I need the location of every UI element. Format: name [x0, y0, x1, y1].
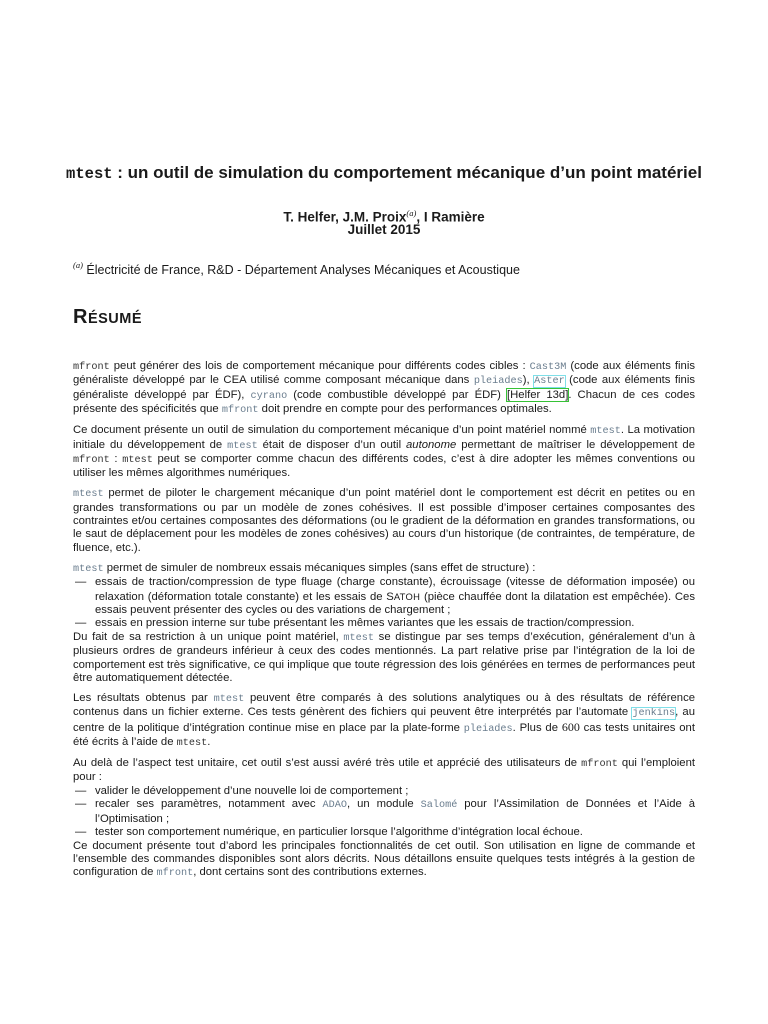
- test-list: [73, 576, 695, 631]
- code-mfront: mfront: [581, 759, 618, 771]
- link-jenkins[interactable]: jenkins: [632, 708, 676, 720]
- code-mtest: mtest: [73, 563, 104, 575]
- text: Du fait de sa restriction à un unique point matériel,: [73, 630, 344, 643]
- usage-list: [73, 785, 695, 840]
- text: . Plus de: [512, 721, 562, 734]
- text: peuvent être comparés à des solutions analytiques ou à des résultats de référence contenus dans un fichier externe. Ces tests génèrent des fichiers qui peuvent être interprétés par l’automate: [73, 691, 695, 719]
- text: Ce document présente un outil de simulation du comportement mécanique d’un point matériel nommé: [73, 424, 591, 437]
- code-mfront: mfront: [221, 405, 259, 417]
- text: , dont certains sont des contributions externes.: [193, 866, 427, 879]
- text: peut se comporter comme chacun des différents codes, c’est à dire adopter les mêmes conventions ou utiliser les mêmes algorithmes numériques.: [73, 452, 695, 480]
- section-heading-initial: R: [73, 306, 88, 328]
- code-mtest: mtest: [213, 693, 245, 705]
- paragraph-2: [73, 424, 695, 481]
- list-item: [95, 576, 695, 617]
- code-mtest: mtest: [176, 738, 208, 750]
- paragraph-4b: [73, 631, 695, 686]
- text: (code combustible développé par ÉDF): [287, 388, 507, 401]
- text: pour l’Assimilation de Données et l’Aide à l’Optimisation ;: [95, 798, 696, 825]
- code-mtest: mtest: [122, 454, 153, 466]
- text: . Chacun de ces codes présente des spécificités que: [73, 388, 695, 416]
- paragraph-4: [73, 562, 695, 576]
- text: Au delà de l’aspect test unitaire, cet outil s’est aussi avéré très utile et apprécié des utilisateurs de: [73, 757, 582, 770]
- text: S: [386, 590, 394, 603]
- text: tester son comportement numérique, en particulier lorsque l’algorithme d’intégration local échoue.: [95, 826, 583, 839]
- authors-rest: , I Ramière: [416, 209, 485, 225]
- text: peut générer des lois de comportement mécanique pour différents codes cibles :: [109, 360, 530, 372]
- list-item: [95, 617, 695, 630]
- text: recaler ses paramètres, notamment avec: [95, 798, 323, 811]
- code-mfront: mfront: [73, 454, 110, 466]
- affiliation-note-mark: (a): [73, 260, 83, 270]
- code-pleiades: pleiades: [473, 376, 523, 388]
- affiliation-text: Électricité de France, R&D - Département Analyses Mécaniques et Acoustique: [82, 263, 520, 277]
- text: permettant de maîtriser le développement de: [456, 438, 695, 451]
- section-heading-rest: ÉSUMÉ: [87, 311, 143, 327]
- page-title: [60, 163, 708, 184]
- code-adao: ADAO: [322, 800, 347, 812]
- code-mtest: mtest: [227, 440, 258, 452]
- paragraph-6: [73, 757, 695, 785]
- paragraph-5: [73, 692, 695, 751]
- link-aster[interactable]: Aster: [534, 376, 565, 388]
- text: , au centre de la politique d’intégration continue mise en place par la plate-forme: [73, 706, 695, 734]
- text: permet de simuler de nombreux essais mécaniques simples (sans effet de structure) :: [103, 561, 536, 574]
- list-item: [95, 798, 695, 826]
- text: .: [207, 736, 211, 749]
- code-salome: Salomé: [420, 800, 458, 812]
- text: (code aux éléments finis généraliste développé par le CEA utilisé comme composant mécanique dans: [73, 360, 695, 387]
- code-mtest: mtest: [590, 426, 621, 438]
- list-item: [95, 826, 695, 839]
- text: . La motivation initiale du développement de: [73, 424, 695, 451]
- code-mfront: mfront: [73, 362, 110, 373]
- text: ATOH: [393, 590, 421, 602]
- text: :: [109, 452, 123, 465]
- text: était de disposer d’un outil: [257, 438, 407, 451]
- title-code: mtest: [66, 165, 113, 183]
- text: permet de piloter le chargement mécanique d’un point matériel dont le comportement est décrit en petites ou en grandes transformations ou par un modèle de zones cohésives. Il est possible d’imposer certaines composantes des contraintes et/ou certaines composantes des déformations (ou le gradient de la déformation en grandes transformations, ou le saut de déplacement pour les modèles de zones cohésives) au cours d’un historique (de contraintes, de température, de fluence, etc.).: [73, 487, 695, 554]
- affiliation: [73, 257, 520, 278]
- citation-link[interactable]: [Helfer 13d]: [507, 388, 569, 401]
- emphasis: autonome: [406, 438, 457, 451]
- affiliation-mark: (a): [406, 208, 417, 218]
- text: valider le développement d’une nouvelle loi de comportement ;: [95, 784, 409, 797]
- text: , un module: [347, 798, 421, 811]
- code-cast3m: Cast3M: [529, 362, 567, 373]
- publication-date: Juillet 2015: [347, 222, 421, 237]
- authors-main: T. Helfer, J.M. Proix: [283, 209, 407, 225]
- number: 600: [561, 719, 580, 734]
- abstract-body: [73, 360, 695, 887]
- code-mtest: mtest: [73, 489, 104, 501]
- code-cyrano: cyrano: [250, 390, 288, 402]
- text: ),: [522, 374, 535, 387]
- text: Ce document présente tout d’abord les principales fonctionnalités de cet outil. Son utilisation en ligne de commande et l’ensemble des commandes disponibles sont alors décrits. Nous détaillons ensuite quelques tests intégrés à la gestion de configuration de: [73, 839, 695, 879]
- code-mtest: mtest: [343, 632, 374, 644]
- text: se distingue par ses temps d’exécution, généralement d’un à plusieurs ordres de grandeurs inférieur à ceux des codes mentionnés. La part relative prise par l’intégration de la loi de comportement est très significative, ce qui implique que toute régression des lois générées en termes de performances peut être automatiquement détectée.: [73, 630, 695, 685]
- paragraph-6b: [73, 840, 695, 881]
- list-item: [95, 785, 695, 798]
- text: essais de traction/compression de type fluage (charge constante), écrouissage (vitesse de déformation imposée) ou relaxation (déformation totale constante) et les essais de: [95, 576, 695, 603]
- paragraph-3: [73, 487, 695, 555]
- paragraph-1: [73, 360, 695, 418]
- title-text: : un outil de simulation du comportement mécanique d’un point matériel: [112, 163, 702, 182]
- text: doit prendre en compte pour des performances optimales.: [258, 403, 552, 416]
- text: (code aux éléments finis généraliste développé par ÉDF),: [73, 374, 695, 401]
- text: qui l’emploient pour :: [73, 757, 695, 784]
- text: essais en pression interne sur tube présentant les mêmes variantes que les essais de traction/compression.: [95, 617, 635, 630]
- text: Les résultats obtenus par: [73, 691, 214, 704]
- section-heading-resume: [73, 305, 142, 331]
- code-pleiades: pleiades: [463, 723, 513, 735]
- text: cas tests unitaires ont été écrits à l’aide de: [73, 721, 695, 749]
- code-mfront: mfront: [156, 868, 194, 880]
- text: (pièce chauffée dont la dilatation est empêchée). Ces essais peuvent présenter des cycles ou des variations de chargement ;: [95, 590, 695, 616]
